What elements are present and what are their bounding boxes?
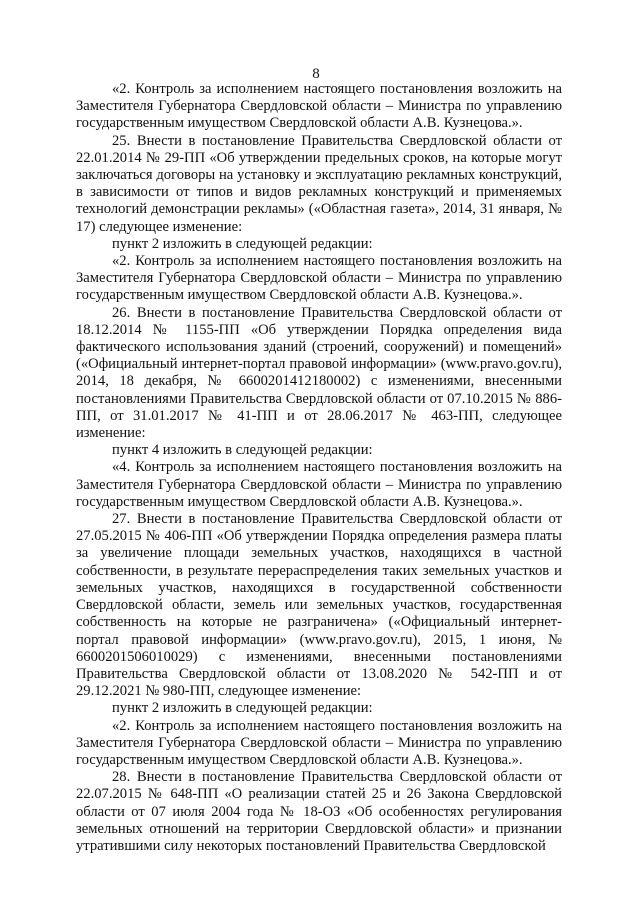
paragraph-item-25: 25. Внести в постановление Правительства Свердловской области от 22.01.2014 № 29-ПП «Об утверждении предельных сроков, на которые могут заключаться договоры на установку и эксплуатацию рекламных конструкций, в зависимости от типов и видов рекламных конструкций и применяемых технологий демонстрации рекламы» («Областная газета», 2014, 31 января, № 17) следующее изменение: (76, 132, 562, 235)
document-body (76, 81, 562, 855)
page-number: 8 (312, 66, 320, 82)
paragraph-amend-point-2: пункт 2 изложить в следующей редакции: (112, 700, 373, 717)
paragraph-control-clause: «2. Контроль за исполнением настоящего постановления возложить на Заместителя Губернатора Свердловской области – Министра по управлению государственным имуществом Свердловской области А.В. Кузнецова.». (76, 81, 562, 132)
paragraph-control-clause: «2. Контроль за исполнением настоящего постановления возложить на Заместителя Губернатора Свердловской области – Министра по управлению государственным имуществом Свердловской области А.В. Кузнецова.». (76, 717, 562, 768)
paragraph-item-27: 27. Внести в постановление Правительства Свердловской области от 27.05.2015 № 406-ПП «Об утверждении Порядка определения размера платы за увеличение площади земельных участков, находящихся в частной собственности, в результате перераспределения таких земельных участков и земельных участков, находящихся в государственной собственности Свердловской области, земель или земельных участков, государственная собственность на которые не разграничена» («Официальный интернет-портал правовой информации» (www.pravo.gov.ru), 2015, 1 июня, № 6600201506010029) с изменениями, внесенными постановлениями Правительства Свердловской области от 13.08.2020 № 542-ПП и от 29.12.2021 № 980-ПП, следующее изменение: (76, 511, 562, 700)
paragraph-item-26: 26. Внести в постановление Правительства Свердловской области от 18.12.2014 № 1155-ПП «Об утверждении Порядка определения вида фактического использования зданий (строений, сооружений) и помещений» («Официальный интернет-портал правовой информации» (www.pravo.gov.ru), 2014, 18 декабря, № 6600201412180002) с изменениями, внесенными постановлениями Правительства Свердловской области от 07.10.2015 № 886-ПП, от 31.01.2017 № 41-ПП и от 28.06.2017 № 463-ПП, следующее изменение: (76, 304, 562, 442)
paragraph-amend-point-4: пункт 4 изложить в следующей редакции: (112, 442, 373, 459)
paragraph-item-28: 28. Внести в постановление Правительства Свердловской области от 22.07.2015 № 648-ПП «О реализации статей 25 и 26 Закона Свердловской области от 07 июля 2004 года № 18-ОЗ «Об особенностях регулирования земельных отношений на территории Свердловской области» и признании утратившими силу некоторых постановлений Правительства Свердловской (76, 769, 562, 854)
paragraph-control-clause: «4. Контроль за исполнением настоящего постановления возложить на Заместителя Губернатора Свердловской области – Министра по управлению государственным имуществом Свердловской области А.В. Кузнецова.». (76, 459, 562, 510)
paragraph-amend-point-2: пункт 2 изложить в следующей редакции: (112, 235, 373, 252)
paragraph-control-clause: «2. Контроль за исполнением настоящего постановления возложить на Заместителя Губернатора Свердловской области – Министра по управлению государственным имуществом Свердловской области А.В. Кузнецова.». (76, 253, 562, 304)
